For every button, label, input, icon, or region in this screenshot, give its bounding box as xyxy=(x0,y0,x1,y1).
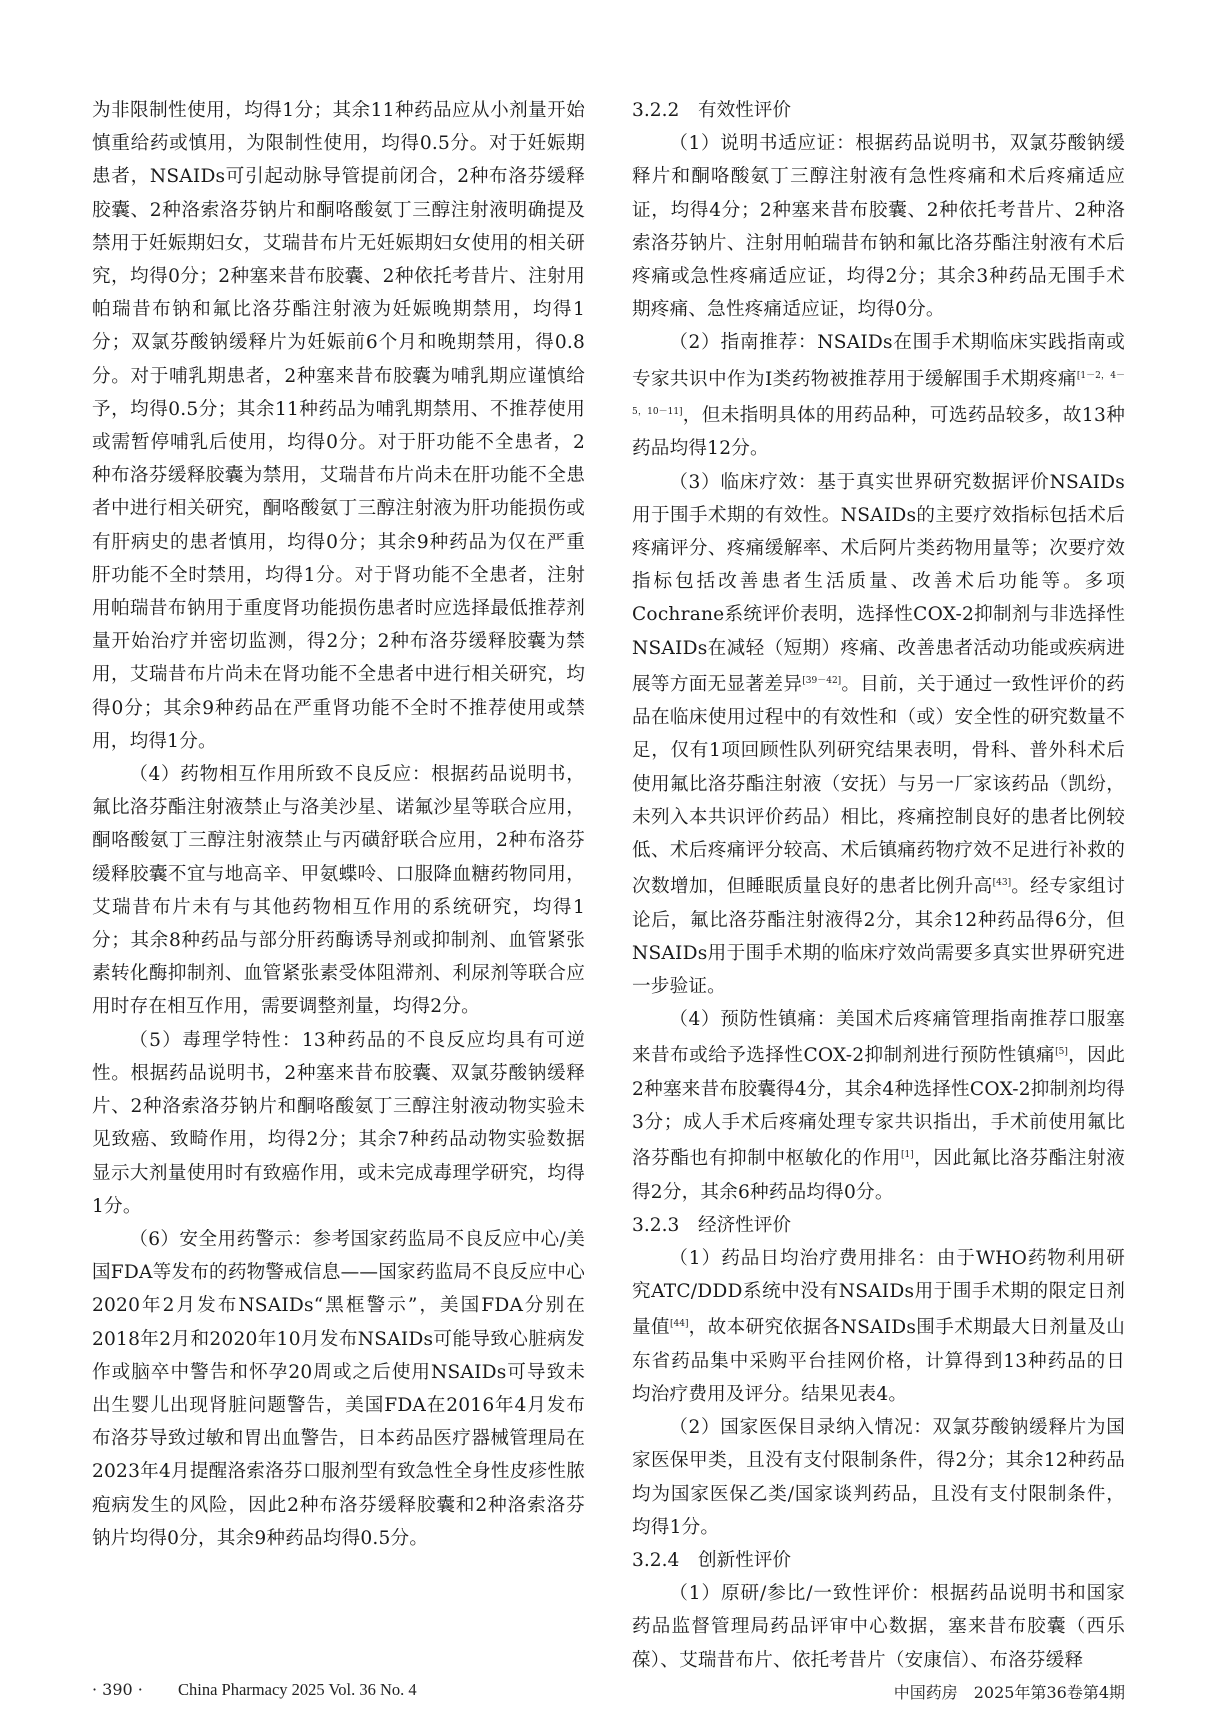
paragraph: （1）说明书适应证：根据药品说明书，双氯芬酸钠缓释片和酮咯酸氨丁三醇注射液有急性疼痛和术后疼痛适应证，均得4分；2种塞来昔布胶囊、2种依托考昔片、2种洛索洛芬钠片、注射用帕瑞昔布钠和氟比洛芬酯注射液有术后疼痛或急性疼痛适应证，均得2分；其余3种药品无围手术期疼痛、急性疼痛适应证，均得0分。 xyxy=(632,133,1125,321)
paragraph xyxy=(632,466,1125,1004)
page-number: · 390 · xyxy=(92,1680,143,1699)
citation: [1－2，4－5，10－11] xyxy=(632,370,1125,418)
text-run: ，故本研究依据各NSAIDs围手术期最大日剂量及山东省药品集中采购平台挂网价格，计算得到13种药品的日均治疗费用及评分。结果见表4。 xyxy=(632,1317,1126,1406)
paragraph xyxy=(632,1003,1125,1209)
section-heading xyxy=(632,1209,1125,1242)
text-run: 。经专家组讨论后，氟比洛芬酯注射液得2分，其余12种药品得6分，但NSAIDs用于围手术期的临床疗效尚需要多真实世界研究进一步验证。 xyxy=(632,876,1125,998)
right-column xyxy=(632,94,1125,1677)
text-run: （3）临床疗效：基于真实世界研究数据评价NSAIDs用于围手术期的有效性。NSAIDs的主要疗效指标包括术后疼痛评分、疼痛缓解率、术后阿片类药物用量等；次要疗效指标包括改善患者生活质量、改善术后功能等。多项Cochrane系统评价表明，选择性COX-2抑制剂与非选择性NSAIDs在减轻（短期）疼痛、改善患者活动功能或疾病进展等方面无显著差异 xyxy=(632,471,1125,696)
text-run: ，但未指明具体的用药品种，可选药品较多，故13种药品均得12分。 xyxy=(632,405,1125,460)
section-title: 经济性评价 xyxy=(698,1214,791,1236)
citation: [44] xyxy=(670,1319,689,1330)
section-heading xyxy=(632,1544,1125,1577)
text-run: ，因此2种塞来昔布胶囊得4分，其余4种选择性COX-2抑制剂均得3分；成人手术后疼痛处理专家共识指出，手术前使用氟比洛芬酯也有抑制中枢敏化的作用 xyxy=(632,1045,1125,1170)
section-number: 3.2.4 xyxy=(632,1550,680,1572)
section-number: 3.2.2 xyxy=(632,100,680,121)
section-title: 创新性评价 xyxy=(698,1550,791,1572)
citation: [5] xyxy=(1055,1047,1068,1058)
section-heading xyxy=(632,94,1125,127)
section-number: 3.2.3 xyxy=(632,1214,680,1236)
journal-english: China Pharmacy 2025 Vol. 36 No. 4 xyxy=(178,1680,417,1699)
text-run: （4）预防性镇痛：美国术后疼痛管理指南推荐口服塞来昔布或给予选择性COX-2抑制剂进行预防性镇痛 xyxy=(632,1009,1125,1067)
paragraph: （1）原研/参比/一致性评价：根据药品说明书和国家药品监督管理局药品评审中心数据，塞来昔布胶囊（西乐葆）、艾瑞昔布片、依托考昔片（安康信）、布洛芬缓释 xyxy=(632,1583,1125,1671)
paragraph: （6）安全用药警示：参考国家药监局不良反应中心/美国FDA等发布的药物警戒信息——国家药监局不良反应中心2020年2月发布NSAIDs“黑框警示”，美国FDA分别在2018年2月和2020年10月发布NSAIDs可能导致心脏病发作或脑卒中警告和怀孕20周或之后使用NSAIDs可导致未出生婴儿出现肾脏问题警告，美国FDA在2016年4月发布布洛芬导致过敏和胃出血警告，日本药品医疗器械管理局在2023年4月提醒洛索洛芬口服剂型有致急性全身性皮疹性脓疱病发生的风险，因此2种布洛芬缓释胶囊和2种洛索洛芬钠片均得0分，其余9种药品均得0.5分。 xyxy=(92,1228,585,1549)
paragraph: （2）国家医保目录纳入情况：双氯芬酸钠缓释片为国家医保甲类，且没有支付限制条件，得2分；其余12种药品均为国家医保乙类/国家谈判药品，且没有支付限制条件，均得1分。 xyxy=(632,1417,1125,1538)
paragraph: 为非限制性使用，均得1分；其余11种药品应从小剂量开始慎重给药或慎用，为限制性使用，均得0.5分。对于妊娠期患者，NSAIDs可引起动脉导管提前闭合，2种布洛芬缓释胶囊、2种洛索洛芬钠片和酮咯酸氨丁三醇注射液明确提及禁用于妊娠期妇女，艾瑞昔布片无妊娠期妇女使用的相关研究，均得0分；2种塞来昔布胶囊、2种依托考昔片、注射用帕瑞昔布钠和氟比洛芬酯注射液为妊娠晚期禁用，均得1分；双氯芬酸钠缓释片为妊娠前6个月和晚期禁用，得0.8分。对于哺乳期患者，2种塞来昔布胶囊为哺乳期应谨慎给予，均得0.5分；其余11种药品为哺乳期禁用、不推荐使用或需暂停哺乳后使用，均得0分。对于肝功能不全患者，2种布洛芬缓释胶囊为禁用，艾瑞昔布片尚未在肝功能不全患者中进行相关研究，酮咯酸氨丁三醇注射液为肝功能损伤或有肝病史的患者慎用，均得0分；其余9种药品为仅在严重肝功能不全时禁用，均得1分。对于肾功能不全患者，注射用帕瑞昔布钠用于重度肾功能损伤患者时应选择最低推荐剂量开始治疗并密切监测，得2分；2种布洛芬缓释胶囊为禁用，艾瑞昔布片尚未在肾功能不全患者中进行相关研究，均得0分；其余9种药品在严重肾功能不全时不推荐使用或禁用，均得1分。 xyxy=(92,100,585,752)
paragraph xyxy=(632,1242,1125,1411)
left-column xyxy=(92,94,585,1555)
citation: [1] xyxy=(900,1150,914,1161)
text-run: （2）指南推荐：NSAIDs在围手术期临床实践指南或专家共识中作为Ⅰ类药物被推荐用于缓解围手术期疼痛 xyxy=(632,332,1125,390)
paragraph: （4）药物相互作用所致不良反应：根据药品说明书，氟比洛芬酯注射液禁止与洛美沙星、诺氟沙星等联合应用，酮咯酸氨丁三醇注射液禁止与丙磺舒联合应用，2种布洛芬缓释胶囊不宜与地高辛、甲氨蝶呤、口服降血糖药物同用，艾瑞昔布片未有与其他药物相互作用的系统研究，均得1分；其余8种药品与部分肝药酶诱导剂或抑制剂、血管紧张素转化酶抑制剂、血管紧张素受体阻滞剂、利尿剂等联合应用时存在相互作用，需要调整剂量，均得2分。 xyxy=(92,764,585,1018)
citation: [43] xyxy=(992,878,1012,889)
page-footer xyxy=(92,1680,1125,1708)
text-run: ，因此氟比洛芬酯注射液得2分，其余6种药品均得0分。 xyxy=(632,1148,1125,1203)
paragraph: （5）毒理学特性：13种药品的不良反应均具有可逆性。根据药品说明书，2种塞来昔布胶囊、双氯芬酸钠缓释片、2种洛索洛芬钠片和酮咯酸氨丁三醇注射液动物实验未见致癌、致畸作用，均得2分；其余7种药品动物实验数据显示大剂量使用时有致癌作用，或未完成毒理学研究，均得1分。 xyxy=(92,1029,585,1217)
journal-chinese: 中国药房 2025年第36卷第4期 xyxy=(893,1683,1125,1702)
section-title: 有效性评价 xyxy=(698,100,791,121)
text-run: 。目前，关于通过一致性评价的药品在临床使用过程中的有效性和（或）安全性的研究数量不足，仅有1项回顾性队列研究结果表明，骨科、普外科术后使用氟比洛芬酯注射液（安抚）与另一厂家该药品（凯纷，未列入本共识评价药品）相比，疼痛控制良好的患者比例较低、术后疼痛评分较高、术后镇痛药物疗效不足进行补救的次数增加，但睡眠质量良好的患者比例升高 xyxy=(632,674,1125,898)
citation: [39－42] xyxy=(802,675,842,686)
paragraph xyxy=(632,326,1125,465)
text-run: （1）药品日均治疗费用排名：由于WHO药物利用研究ATC/DDD系统中没有NSAIDs用于围手术期的限定日剂量值 xyxy=(632,1248,1125,1339)
